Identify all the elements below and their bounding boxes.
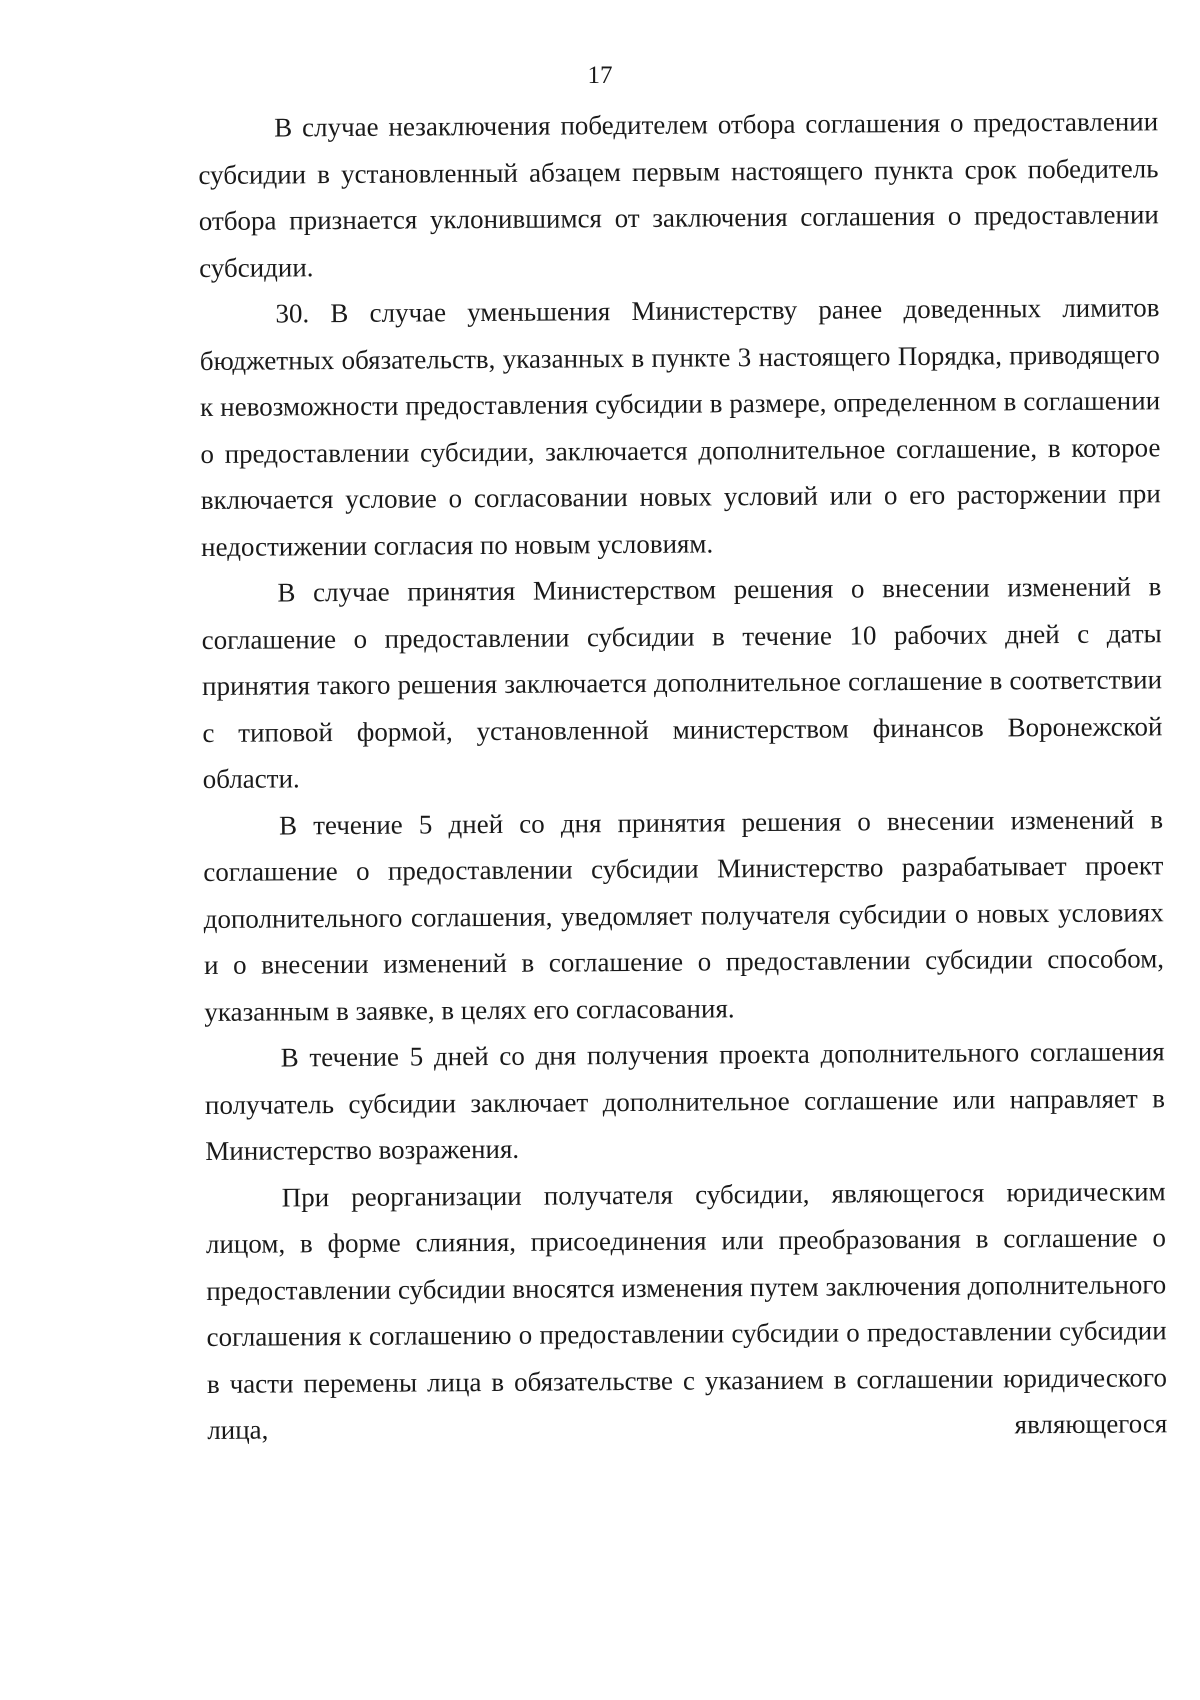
paragraph-failure-to-conclude: В случае незаключения победителем отбора соглашения о предоставлении субсидии в установленный абзацем первым настоящего пункта срок победитель отбора признается уклонившимся от заключения соглашения о предоставлении субсидии.: [198, 106, 1159, 283]
paragraph-recipient-response: В течение 5 дней со дня получения проекта дополнительного соглашения получатель субсидии заключает дополнительное соглашение или направляет в Министерство возражения.: [204, 1036, 1166, 1166]
page-number: 17: [587, 62, 613, 89]
paragraph-draft-agreement: В течение 5 дней со дня принятия решения о внесении изменений в соглашение о предоставлении субсидии Министерство разрабатывает проект дополнительного соглашения, уведомляет получателя субсидии о новых условиях и о внесении изменений в соглашение о предоставлении субсидии способом, указанным в заявке, в целях его согласования.: [203, 803, 1165, 1027]
paragraph-amendment-decision: В случае принятия Министерством решения о внесении изменений в соглашение о предоставлении субсидии в течение 10 рабочих дней с даты принятия такого решения заключается дополнительное соглашение в соответствии с типовой формой, установленной министерством финансов Воронежской области.: [201, 571, 1163, 794]
paragraph-30-budget-reduction: 30. В случае уменьшения Министерству ранее доведенных лимитов бюджетных обязательств, указанных в пункте 3 настоящего Порядка, приводящего к невозможности предоставления субсидии в размере, определенном в соглашении о предоставлении субсидии, заключается дополнительное соглашение, в которое включается условие о согласовании новых условий или о его расторжении при недостижении согласия по новым условиям.: [199, 292, 1161, 562]
paragraph-reorganization: При реорганизации получателя субсидии, являющегося юридическим лицом, в форме слияния, присоединения или преобразования в соглашение о предоставлении субсидии вносятся изменения путем заключения дополнительного соглашения к соглашению о предоставлении субсидии о предоставлении субсидии в части перемены лица в обязательстве с указанием в соглашении юридического лица, являющегося: [205, 1175, 1168, 1445]
document-body: [198, 98, 1167, 1453]
